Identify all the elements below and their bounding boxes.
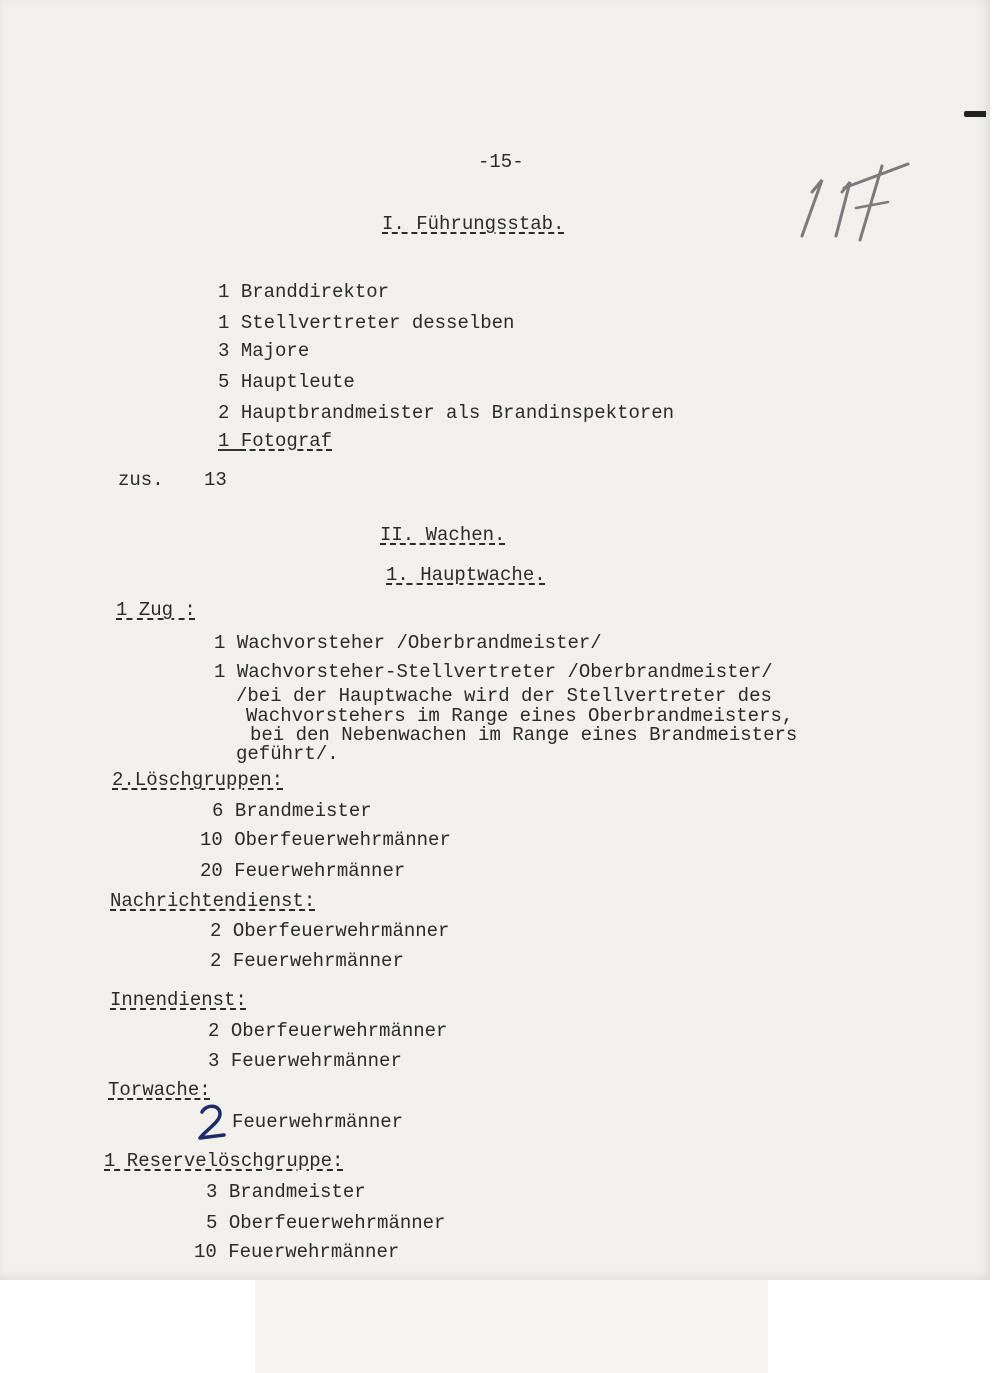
reserve-item: 5 Oberfeuerwehrmänner (206, 1212, 446, 1234)
staff-item: 1 Stellvertreter desselben (218, 312, 515, 334)
innendienst-item: 3 Feuerwehrmänner (208, 1050, 402, 1072)
binder-clip-mark (964, 111, 986, 117)
handwritten-count-graphic (196, 1102, 230, 1142)
section2-title: II. Wachen. (380, 524, 506, 546)
reserve-item: 3 Brandmeister (206, 1181, 366, 1203)
handwritten-folio-graphic (798, 152, 913, 244)
zug-note-line: bei den Nebenwachen im Range eines Brandmeisters (250, 724, 798, 746)
reserve-heading: 1 Reservelöschgruppe: (104, 1150, 344, 1172)
zug-note-line: Wachvorstehers im Range eines Oberbrandmeisters, (246, 705, 794, 727)
folio-number (798, 152, 913, 244)
loeschgruppen-item: 10 Oberfeuerwehrmänner (200, 829, 451, 851)
section1-title: I. Führungsstab. (382, 213, 565, 235)
total-value: 13 (204, 469, 227, 491)
loeschgruppen-item: 6 Brandmeister (212, 800, 372, 822)
zug-item: 1 Wachvorsteher-Stellvertreter /Oberbrandmeister/ (214, 661, 773, 683)
section2-subtitle: 1. Hauptwache. (386, 564, 546, 586)
page-number: -15- (478, 151, 524, 173)
loeschgruppen-item: 20 Feuerwehrmänner (200, 860, 406, 882)
nachrichtendienst-item: 2 Oberfeuerwehrmänner (210, 920, 450, 942)
zug-item: 1 Wachvorsteher /Oberbrandmeister/ (214, 632, 602, 654)
zug-note-line: geführt/. (236, 743, 339, 765)
nachrichtendienst-heading: Nachrichtendienst: (110, 890, 316, 912)
staff-item: 3 Majore (218, 340, 310, 362)
staff-item: 1 Branddirektor (218, 281, 390, 303)
torwache-count (196, 1102, 230, 1142)
reserve-item: 10 Feuerwehrmänner (194, 1241, 400, 1263)
scan-background-strip (255, 1280, 768, 1373)
loeschgruppen-heading: 2.Löschgruppen: (112, 769, 284, 791)
torwache-heading: Torwache: (108, 1079, 211, 1101)
innendienst-heading: Innendienst: (110, 989, 247, 1011)
zug-note-line: /bei der Hauptwache wird der Stellvertreter des (236, 685, 772, 707)
innendienst-item: 2 Oberfeuerwehrmänner (208, 1020, 448, 1042)
staff-item: 5 Hauptleute (218, 371, 355, 393)
staff-item: 1 Fotograf (218, 430, 333, 452)
torwache-item-label: Feuerwehrmänner (232, 1111, 404, 1133)
zug-heading: 1 Zug : (116, 599, 196, 621)
staff-item: 2 Hauptbrandmeister als Brandinspektoren (218, 402, 675, 424)
nachrichtendienst-item: 2 Feuerwehrmänner (210, 950, 404, 972)
total-label: zus. (118, 469, 164, 491)
